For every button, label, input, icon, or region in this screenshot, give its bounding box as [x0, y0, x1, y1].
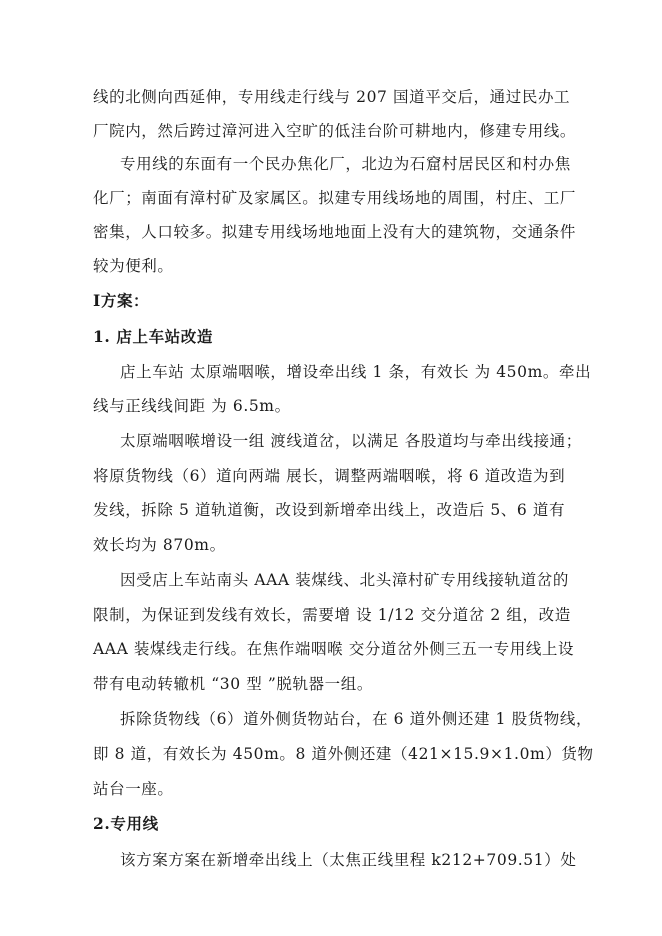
- text-line: 线与正线线间距 为 6.5m。: [93, 397, 291, 415]
- text-line: 密集，人口较多。拟建专用线场地地面上没有大的建筑物，交通条件: [93, 223, 577, 241]
- text-line: 该方案方案在新增牵出线上（太焦正线里程 k212+709.51）处: [120, 851, 577, 869]
- text-line: 拆除货物线（6）道外侧货物站台，在 6 道外侧还建 1 股货物线，: [120, 710, 593, 728]
- text-line: 发线，拆除 5 道轨道衡，改设到新增牵出线上，改造后 5、6 道有: [93, 501, 566, 519]
- section-heading: 1. 店上车站改造: [93, 327, 213, 346]
- text-line: 厂院内，然后跨过漳河进入空旷的低洼台阶可耕地内，修建专用线。: [93, 122, 577, 140]
- text-line: 限制，为保证到发线有效长，需要增 设 1/12 交分道岔 2 组，改造: [93, 606, 571, 624]
- text-line: 专用线的东面有一个民办焦化厂，北边为石窟村居民区和村办焦: [120, 155, 571, 173]
- text-line: 因受店上车站南头 AAA 装煤线、北头漳村矿专用线接轨道岔的: [120, 571, 569, 589]
- plan-heading: Ⅰ方案：: [93, 291, 150, 310]
- text-line: AAA 装煤线走行线。在焦作端咽喉 交分道岔外侧三五一专用线上设: [93, 640, 575, 658]
- text-line: 将原货物线（6）道向两端 展长，调整两端咽喉，将 6 道改造为到: [93, 467, 566, 485]
- text-line: 效长均为 870m。: [93, 536, 226, 554]
- text-line: 线的北侧向西延伸，专用线走行线与 207 国道平交后，通过民办工: [93, 88, 571, 106]
- text-line: 店上车站 太原端咽喉，增设牵出线 1 条，有效长 为 450m。牵出: [120, 363, 592, 381]
- text-line: 太原端咽喉增设一组 渡线道岔，以满足 各股道均与牵出线接通；: [120, 432, 582, 450]
- text-line: 较为便利。: [93, 257, 174, 275]
- text-line: 化厂；南面有漳村矿及家属区。拟建专用线场地的周围，村庄、工厂: [93, 189, 577, 207]
- text-line: 带有电动转辙机 “30 型 ”脱轨器一组。: [93, 675, 373, 693]
- text-line: 站台一座。: [93, 780, 174, 798]
- section-heading: 2.专用线: [93, 814, 159, 833]
- text-line: 即 8 道，有效长为 450m。8 道外侧还建（421×15.9×1.0m）货物: [93, 745, 594, 763]
